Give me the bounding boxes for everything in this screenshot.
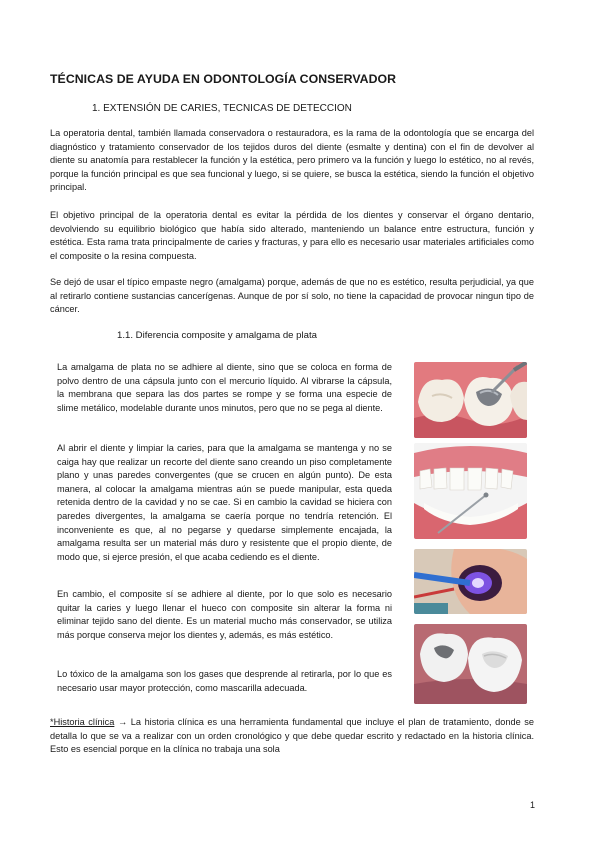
historia-clinica-text: La historia clínica es una herramienta fundamental que incluye el plan de tratamiento, donde se detalla lo que se va a realizar con un orden cronológico y que debe quedar escrito y redactado en la historia clínica. Esto es esencial porque en la clínica no trabaja una sola — [50, 717, 534, 755]
column-paragraph: En cambio, el composite sí se adhiere al diente, por lo que solo es necesario quitar la caries y luego llenar el hueco con composite sin alterar la forma ni eliminar tejido sano del diente. Es un material mucho más conservador, se utiliza más porque conserva mejor los dientes y, además, es más estético. — [57, 589, 392, 640]
column-paragraph: Lo tóxico de la amalgama son los gases que desprende al retirarla, por lo que es necesario usar mayor protección, como mascarilla adecuada. — [57, 669, 392, 693]
paragraph: El objetivo principal de la operatoria dental es evitar la pérdida de los dientes y conservar el órgano dentario, devolviendo su equilibrio biológico que había sido alterado, manteniendo un balance entre estructura, función y estética. Esta rama trata principalmente de caries y fracturas, y para ello es necesario usar materiales artificiales como el composite o la resina compuesta. — [50, 210, 534, 261]
historia-clinica-label: *Historia clínica — [50, 717, 115, 727]
curing-light-image — [414, 549, 527, 614]
page-number: 1 — [530, 800, 536, 810]
column-paragraph: Al abrir el diente y limpiar la caries, para que la amalgama se mantenga y no se caiga hay que realizar un recorte del diente sano creando un piso completamente plano y unas paredes convergentes (que se crucen en algún punto). De esta manera, al colocar la amalgama mientras aún se puede manipular, esta queda retenida dentro de la cavidad y no se cae. Si en cambio la cavidad se hiciera con paredes divergentes, la amalgama se caería porque no tendría retención. El inconveniente es que, al no pegarse y quedarse simplemente encajada, la amalgama resulta ser un material más duro y resistente que el propio diente, de modo que, si ejerce presión, el que acaba cediendo es el diente. — [57, 443, 392, 562]
composite-molars-image — [414, 624, 527, 704]
subsection-heading: 1.1. Diferencia composite y amalgama de plata — [117, 330, 317, 341]
teeth-model-image — [414, 443, 527, 539]
historia-clinica-paragraph — [50, 716, 534, 757]
section-heading: 1. EXTENSIÓN DE CARIES, TECNICAS DE DETECCION — [92, 103, 352, 114]
column-paragraph: La amalgama de plata no se adhiere al diente, sino que se coloca en forma de polvo dentro de una cápsula junto con el mercurio líquido. Al vibrarse la cápsula, la membrana que separa las dos partes se rompe y se forma una especie de slime metálico, modelable durante unos minutos, pero que no se pega al diente. — [57, 362, 392, 413]
arrow-icon: → — [117, 717, 128, 727]
paragraph: Se dejó de usar el típico empaste negro (amalgama) porque, además de que no es estético, resulta perjudicial, ya que al retirarlo contiene sustancias cancerígenas. Aunque de por sí solo, no tiene la capacidad de provocar ningun tipo de cáncer. — [50, 277, 534, 315]
page-title: TÉCNICAS DE AYUDA EN ODONTOLOGÍA CONSERVADOR — [50, 72, 397, 86]
paragraph: La operatoria dental, también llamada conservadora o restauradora, es la rama de la odontología que se encarga del diagnóstico y tratamiento conservador de los tejidos duros del diente (esmalte y dentina) con el fin de devolver al diente su anatomía para restablecer la función y la estética, pero primero va la función y luego lo estético, no al revés, porque la función principal es que sea funcional y luego, si se quiere, se busca la estética, siendo la función el objetivo principal. — [50, 128, 534, 193]
amalgam-filling-image — [414, 362, 527, 438]
